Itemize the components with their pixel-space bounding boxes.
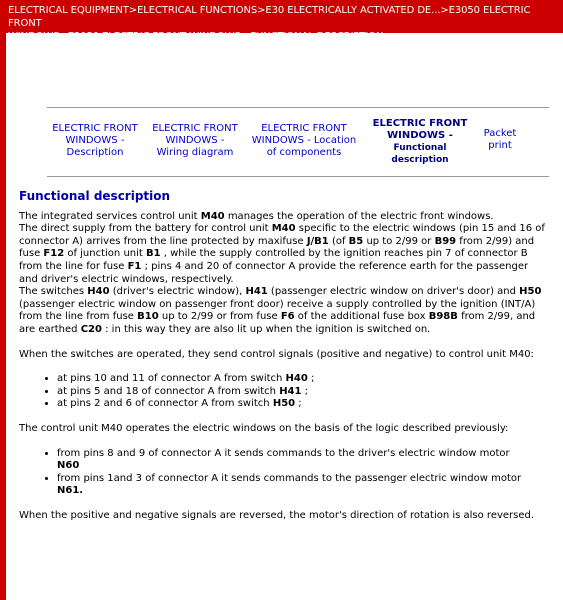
p2-text: from 2/99, and are earthed <box>19 311 536 335</box>
tab-wiring-line-3: Wiring diagram <box>156 147 234 158</box>
tab-bar <box>41 112 541 168</box>
tab-location-of-components[interactable] <box>246 123 362 159</box>
p2-text: : in this way they are also lit up when the ignition is switched on. <box>101 323 431 335</box>
p2-code: H40 <box>87 286 110 298</box>
p1-code: B5 <box>348 235 364 247</box>
p1-code: F1 <box>127 260 142 272</box>
p1-text: from 2/99) and fuse <box>19 235 535 260</box>
list-item-text: at pins 5 and 18 of connector A from switch <box>57 385 280 397</box>
p2-text: of the additional fuse box <box>294 311 429 323</box>
p1-code: J/B1 <box>306 235 329 247</box>
tab-location-line-3: of components <box>266 147 342 158</box>
breadcrumb-line-1[interactable]: ELECTRICAL EQUIPMENT>ELECTRICAL FUNCTIONS>E30 ELECTRICALLY ACTIVATED DE...>E3050 ELECTRIC FRONT <box>8 5 531 29</box>
paragraph-logic: The control unit M40 operates the electric windows on the basis of the logic described previously: <box>19 422 509 434</box>
commands-list <box>19 448 547 498</box>
p2-code: H50 <box>519 286 542 298</box>
list-item <box>57 386 547 399</box>
paragraph-switches <box>19 286 547 336</box>
tab-packet-line-2: print <box>488 140 512 151</box>
p2-code: F6 <box>280 311 295 323</box>
tab-description[interactable] <box>41 123 149 159</box>
paragraph-signals: When the switches are operated, they send control signals (positive and negative) to control unit M40: <box>19 348 534 360</box>
p1-text: The integrated services control unit <box>19 210 201 222</box>
tab-functional-line-2: WINDOWS - <box>387 130 453 141</box>
list-item <box>57 448 547 473</box>
p1-code: B99 <box>434 235 457 247</box>
p2-code: B10 <box>137 311 159 323</box>
list-item-text: from pins 8 and 9 of connector A it sends commands to the driver's electric window motor <box>57 447 510 459</box>
p1-text: ; pins 4 and 20 of connector A provide the reference earth for the passenger and driver's electric windows, respectively. <box>19 260 529 285</box>
page-title: Functional description <box>19 189 171 203</box>
list-item-suffix: ; <box>295 398 302 410</box>
p2-text: The switches <box>19 286 88 298</box>
tab-wiring-line-1: ELECTRIC FRONT <box>152 123 238 134</box>
p1-text: manages the operation of the electric front windows. <box>224 210 494 222</box>
breadcrumb-line-2[interactable]: WINDOWS>E3050 ELECTRIC FRONT WINDOWS - FUNCTIONAL DESCRIPTION <box>8 31 384 42</box>
tab-functional-line-1: ELECTRIC FRONT <box>372 118 468 129</box>
list-item <box>57 473 547 498</box>
tab-packet-line-1: Packet <box>483 128 517 139</box>
top-divider <box>47 107 549 108</box>
p1-code: M40 <box>200 210 225 222</box>
p1-text: up to 2/99 or <box>363 235 435 247</box>
main-content <box>19 190 547 522</box>
p1-text: The direct supply from the battery for control unit <box>19 223 272 235</box>
left-accent-stripe <box>0 0 6 600</box>
list-item-text: from pins 1and 3 of connector A it sends commands to the passenger electric window motor <box>57 472 522 484</box>
list-item-code: H40 <box>285 373 308 385</box>
tab-functional-description[interactable] <box>370 118 470 166</box>
tab-location-line-1: ELECTRIC FRONT <box>261 123 347 134</box>
p1-text: , while the supply controlled by the ignition reaches pin 7 of connector B from the line for fuse <box>19 248 528 272</box>
tab-wiring-line-2: WINDOWS - <box>165 135 225 146</box>
paragraph-intro <box>19 211 547 287</box>
p1-text: (of <box>328 235 349 247</box>
tab-location-line-2: WINDOWS - Location <box>251 135 357 146</box>
p1-text: specific to the electric windows (pin 15 and 16 of connector A) arrives from the line protected by maxifuse <box>19 223 545 247</box>
list-item-code: H50 <box>272 398 296 410</box>
tab-description-line-3: Description <box>66 147 124 158</box>
tab-description-line-1: ELECTRIC FRONT <box>52 123 138 134</box>
p2-text: (driver's electric window), <box>109 286 246 298</box>
p2-code: H41 <box>245 286 268 298</box>
p1-code: F12 <box>43 248 65 260</box>
p1-code: M40 <box>271 223 296 235</box>
p2-code: C20 <box>80 323 102 335</box>
tab-wiring-diagram[interactable] <box>145 123 245 159</box>
list-item <box>57 373 547 386</box>
tab-functional-line-3: Functional <box>393 143 447 153</box>
p1-code: B1 <box>146 248 161 260</box>
list-item <box>57 398 547 411</box>
p1-text: of junction unit <box>64 248 146 260</box>
p2-text: (passenger electric window on passenger front door) receive a supply controlled by the ignition (INT/A) from the line from fuse <box>19 298 536 323</box>
list-item-text: at pins 10 and 11 of connector A from switch <box>57 373 286 385</box>
pins-list <box>19 373 547 411</box>
list-item-suffix: ; <box>301 385 309 397</box>
breadcrumb <box>6 0 563 42</box>
list-item-suffix: ; <box>307 373 315 385</box>
tab-packet-print[interactable] <box>473 128 527 152</box>
list-item-text: at pins 2 and 6 of connector A from switch <box>57 398 273 410</box>
p2-text: up to 2/99 or from fuse <box>158 311 281 323</box>
p2-code: B98B <box>428 311 458 323</box>
paragraph-reversal: When the positive and negative signals are reversed, the motor's direction of rotation is also reversed. <box>19 509 535 521</box>
tab-description-line-2: WINDOWS - <box>65 135 125 146</box>
p2-text: (passenger electric window on driver's door) and <box>267 286 520 298</box>
tab-functional-line-4: description <box>391 155 449 165</box>
list-item-code: H41 <box>279 385 302 397</box>
bottom-divider <box>47 176 549 177</box>
list-item-code: N60 <box>57 460 80 472</box>
list-item-code: N61. <box>57 485 84 497</box>
